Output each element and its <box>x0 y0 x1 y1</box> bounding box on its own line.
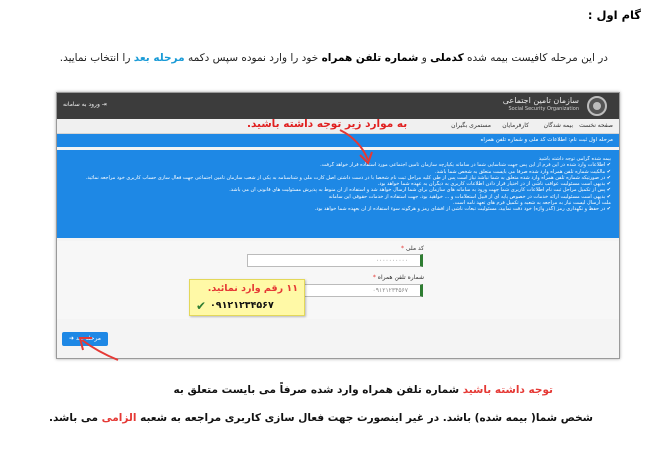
logo-title: سازمان تامین اجتماعی <box>502 96 579 105</box>
notice-line: ✔ در صورتیکه شماره تلفن همراه وارد شده متعلق به شما نباشد نیاز است پس از طی کلیه مراحل ثبت نام شخصاً با در دست داشتن اصل کارت ملی و شناسنامه به یکی از شعب سازمان تامین اجتماعی جهت فعال سازی حساب کاربری خود مراجعه نمائید. <box>85 174 611 181</box>
warning-paragraph-2 <box>49 412 593 424</box>
notice-line: بیمه شده گرامی توجه داشته باشید <box>538 156 611 162</box>
nav-item-employers[interactable]: کارفرمایان <box>502 122 529 129</box>
callout-phone-example: ۰۹۱۲۱۲۳۴۵۶۷ <box>210 300 274 311</box>
notice-line: ✔ بدیهی است مسئولیت عواقب ناشی از در اختیار قرار دادن اطلاعات کاربری به دیگران به عهده شما خواهد بود. <box>377 181 611 188</box>
intro-kodmelli: کدملی <box>430 52 464 64</box>
login-link-label: ورود به سامانه <box>63 101 100 108</box>
notice-line: ✔ در حفظ و نگهداری رمز (گذر واژه) خود دقت نمایید، مسئولیت تبعات ناشی از افشای رمز و هرگونه سوء استفاده از آن بعهده شما خواهد بود. <box>314 206 611 213</box>
arrow-to-notice <box>340 130 368 160</box>
national-code-label-text: کد ملی <box>405 245 424 252</box>
logo-subtitle: Social Security Organization <box>508 106 579 112</box>
notice-line: ملت ارسال لیست نیاز به مراجعه به شعبه و تکمیل فرم های تعهد نامه است. <box>453 200 611 207</box>
nav-item-insured[interactable]: بیمه شدگان <box>543 122 573 129</box>
annotation-note: به موارد زیر توجه داشته باشید. <box>247 118 408 130</box>
step-heading: گام اول : <box>587 8 641 22</box>
warning-text: شخص شما( بیمه شده) باشد. در غیر اینصورت جهت فعال سازی کاربری مراجعه به شعبه <box>136 412 593 424</box>
warning-text: شماره تلفن همراه وارد شده صرفاً می بایست متعلق به <box>173 384 463 396</box>
nav-item-pensioners[interactable]: مستمری بگیران <box>451 122 491 129</box>
mobile-input[interactable]: ۰۹۱۲۱۲۳۴۵۶۷ <box>247 284 423 297</box>
intro-text: را انتخاب نمایید. <box>59 52 134 64</box>
breadcrumb: مرحله اول ثبت نام: اطلاعات کد ملی و شماره تلفن همراه <box>480 137 613 143</box>
required-mark: * <box>400 245 404 252</box>
intro-next-step: مرحله بعد <box>133 52 185 64</box>
nav-item-home[interactable]: صفحه نخست <box>579 122 613 129</box>
warning-text: می باشد. <box>48 412 102 424</box>
intro-phone: شماره تلفن همراه <box>321 52 419 64</box>
notice-line: ✔ اطلاعات وارد شده در این فرم از این پس جهت شناسایی شما در سامانه یکپارچه سازمان تامین اجتماعی مورد استفاده قرار خواهد گرفت. <box>320 162 611 169</box>
mandatory-text: الزامی <box>101 412 137 424</box>
intro-text: و <box>418 52 431 64</box>
next-step-button[interactable]: مرحله بعد ➜ <box>62 332 108 346</box>
callout-instruction: ۱۱ رقم وارد نمائید. <box>207 283 298 294</box>
notice-line: ✔ مالکیت شماره تلفن همراه وارد شده صرفاً می بایست متعلق به شخص شما باشد. <box>435 168 611 175</box>
attention-text: توجه داشته باشید <box>462 384 553 396</box>
national-code-input[interactable]: ۰۰۰۰۰۰۰۰۰۰ <box>247 254 423 267</box>
notice-line: ✔ بدیهی است مسئولیت ارائه خدمات در خصوص پایه ای از قبیل استعلامات و ... خواهید بود. جهت استفاده از خدمات حقوقی این سامانه <box>328 193 611 200</box>
arrow-to-button <box>82 340 118 360</box>
check-icon: ✔ <box>196 299 207 313</box>
required-mark: * <box>372 274 376 281</box>
warning-paragraph-1 <box>174 384 553 396</box>
notice-line: ✔ پس از تکمیل مراحل ثبت نام اطلاعات کاربری شما جهت ورود به سامانه های سازمان برای شما ارسال خواهد شد و استفاده از آن منوط به پذیرش مسئولیت های قانونی آن می باشد. <box>229 187 611 194</box>
login-icon: ⇥ <box>99 101 107 108</box>
intro-text: در این مرحله کافیست بیمه شده <box>463 52 608 64</box>
intro-text: خود را وارد نموده سپس دکمه <box>184 52 322 64</box>
mobile-label-text: شماره تلفن همراه <box>377 274 424 281</box>
